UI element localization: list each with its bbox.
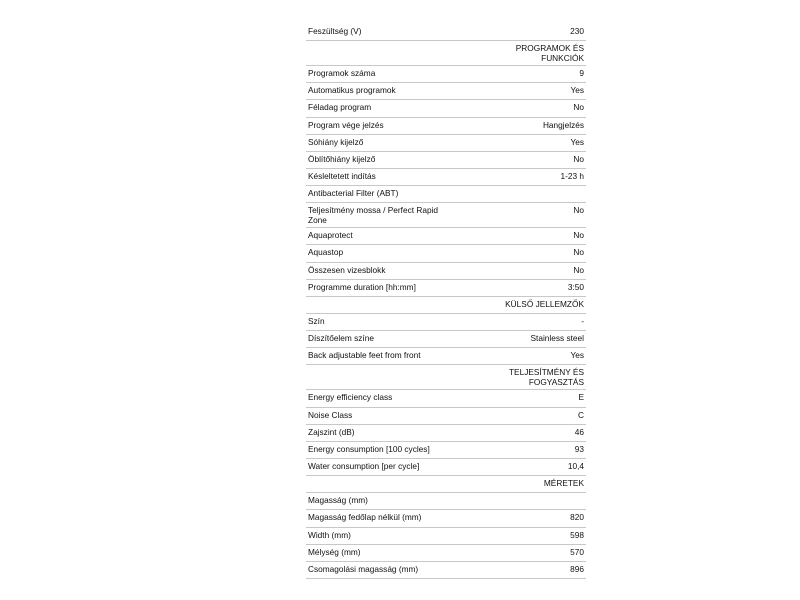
section-title: PROGRAMOK ÉS FUNKCIÓK — [515, 43, 584, 64]
spec-label: Teljesítmény mossa / Perfect Rapid Zone — [308, 205, 439, 226]
spec-label: Programok száma — [308, 68, 376, 79]
spec-value: 93 — [574, 443, 584, 454]
spec-value: 1-23 h — [560, 170, 584, 181]
spec-label: Aquaprotect — [308, 230, 353, 241]
spec-row — [306, 314, 586, 331]
spec-label: Water consumption [per cycle] — [308, 460, 420, 471]
spec-label: Antibacterial Filter (ABT) — [308, 188, 399, 199]
spec-value: 46 — [574, 426, 584, 437]
spec-row — [306, 459, 586, 476]
spec-row — [306, 100, 586, 117]
spec-row — [306, 562, 586, 579]
spec-label: Program vége jelzés — [308, 119, 384, 130]
spec-label: Energy consumption [100 cycles] — [308, 443, 430, 454]
spec-label: Energy efficiency class — [308, 392, 393, 403]
section-header — [306, 297, 586, 314]
spec-value: 10,4 — [567, 460, 584, 471]
spec-label: Automatikus programok — [308, 85, 396, 96]
spec-label: Noise Class — [308, 409, 353, 420]
spec-row — [306, 442, 586, 459]
spec-label: Féladag program — [308, 102, 372, 113]
spec-row — [306, 169, 586, 186]
spec-value: 570 — [570, 546, 584, 557]
spec-label: Késleltetett indítás — [308, 170, 376, 181]
spec-label: Mélység (mm) — [308, 546, 361, 557]
spec-value: 3:50 — [567, 281, 584, 292]
spec-value: 896 — [570, 563, 584, 574]
spec-row — [306, 83, 586, 100]
spec-value: No — [573, 153, 584, 164]
spec-value: - — [581, 315, 584, 326]
spec-label: Zajszint (dB) — [308, 426, 355, 437]
spec-label: Width (mm) — [308, 529, 351, 540]
spec-label: Öblítőhiány kijelző — [308, 153, 376, 164]
spec-row — [306, 66, 586, 83]
spec-row — [306, 245, 586, 262]
spec-label: Magasság (mm) — [308, 495, 368, 506]
section-header — [306, 365, 586, 390]
spec-label: Feszültség (V) — [308, 26, 362, 36]
spec-value: No — [573, 247, 584, 258]
spec-label: Szín — [308, 315, 325, 326]
spec-value: Yes — [570, 136, 584, 147]
spec-label: Összesen vizesblokk — [308, 264, 386, 275]
spec-row — [306, 228, 586, 245]
spec-label: Magasság fedőlap nélkül (mm) — [308, 512, 422, 523]
spec-label: Programme duration [hh:mm] — [308, 281, 416, 292]
section-title: MÉRETEK — [543, 478, 584, 489]
spec-value: Hangjelzés — [542, 119, 584, 130]
spec-value: No — [573, 230, 584, 241]
spec-value: E — [578, 392, 584, 403]
spec-value: C — [578, 409, 584, 420]
section-title: TELJESÍTMÉNY ÉS FOGYASZTÁS — [508, 367, 584, 388]
spec-label: Csomagolási magasság (mm) — [308, 563, 419, 574]
section-title: KÜLSŐ JELLEMZŐK — [505, 298, 584, 309]
section-header — [306, 41, 586, 66]
section-header — [306, 476, 586, 493]
spec-row — [306, 280, 586, 297]
spec-row — [306, 348, 586, 365]
spec-row — [306, 510, 586, 527]
spec-value: No — [573, 205, 584, 216]
spec-value: Yes — [570, 350, 584, 361]
spec-value: 230 — [570, 26, 584, 36]
spec-row — [306, 425, 586, 442]
spec-label: Díszítőelem színe — [308, 333, 374, 344]
spec-value: 9 — [579, 68, 584, 79]
spec-row — [306, 135, 586, 152]
spec-value: Stainless steel — [530, 333, 584, 344]
spec-value: No — [573, 264, 584, 275]
spec-row — [306, 186, 586, 203]
spec-row — [306, 493, 586, 510]
spec-value: No — [573, 102, 584, 113]
spec-row — [306, 263, 586, 280]
spec-label: Back adjustable feet from front — [308, 350, 421, 361]
spec-row — [306, 203, 586, 228]
spec-row — [306, 528, 586, 545]
spec-row — [306, 545, 586, 562]
spec-row — [306, 390, 586, 407]
spec-value: 598 — [570, 529, 584, 540]
spec-row — [306, 118, 586, 135]
spec-row — [306, 24, 586, 41]
spec-row — [306, 408, 586, 425]
spec-value: 820 — [570, 512, 584, 523]
spec-row — [306, 331, 586, 348]
spec-value: Yes — [570, 85, 584, 96]
spec-row — [306, 152, 586, 169]
spec-label: Aquastop — [308, 247, 344, 258]
spec-label: Sóhiány kijelző — [308, 136, 364, 147]
spec-table — [306, 24, 586, 579]
